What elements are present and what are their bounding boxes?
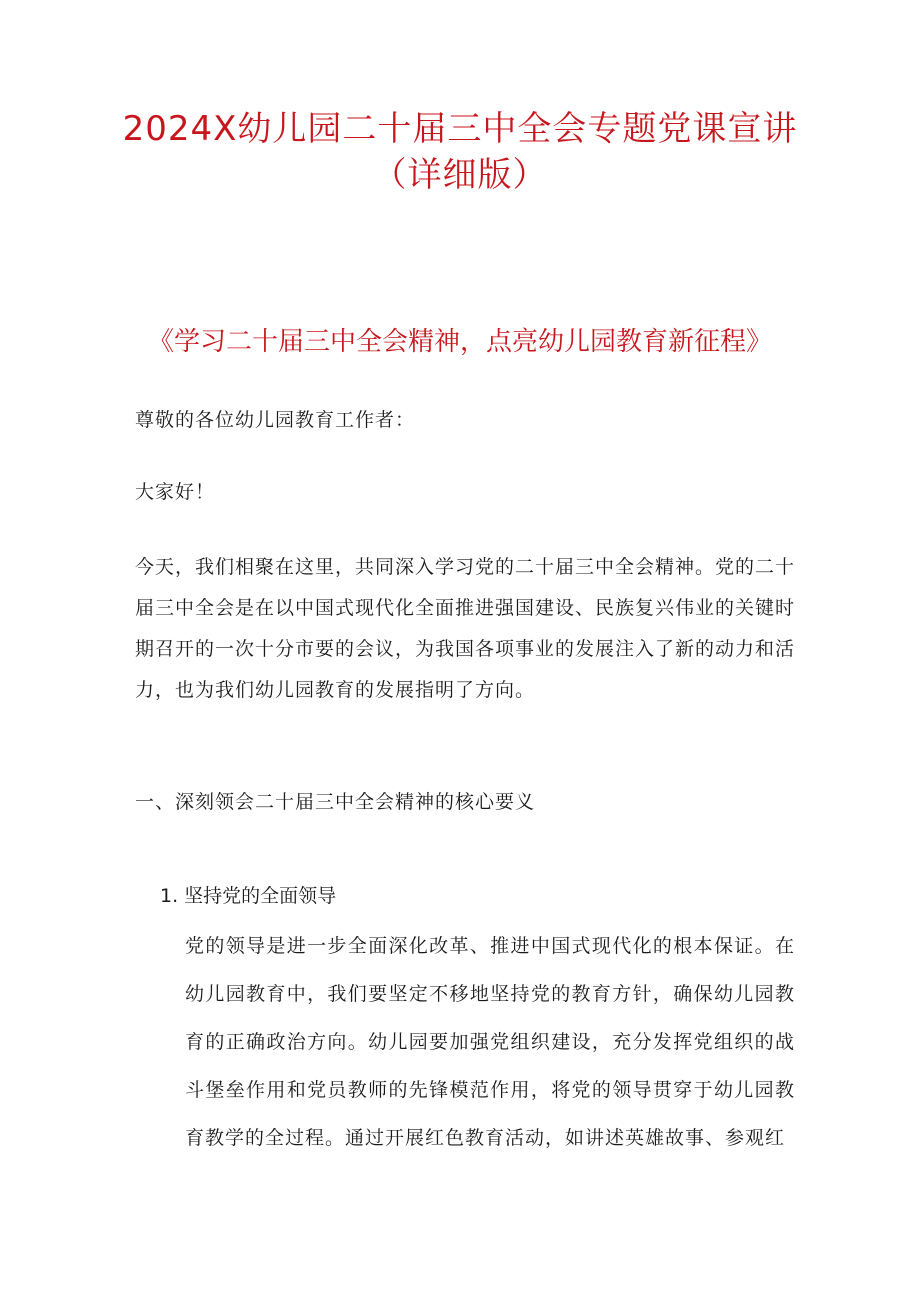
intro-paragraph: 今天，我们相聚在这里，共同深入学习党的二十届三中全会精神。党的二十届三中全会是在以中国式现代化全面推进强国建设、民族复兴伟业的关键时期召开的一次十分市要的会议，为我国各项事业的发展注入了新的动力和活力，也为我们幼儿园教育的发展指明了方向。 xyxy=(135,556,796,701)
item1-number: 1. xyxy=(160,885,179,907)
section1-heading: 一、深刻领会二十届三中全会精神的核心要义 xyxy=(135,791,536,813)
document-subtitle: 《学习二十届三中全会精神，点亮幼儿园教育新征程》 xyxy=(147,327,772,357)
document-title-line2: （详细版） xyxy=(372,155,548,195)
hello-paragraph: 大家好！ xyxy=(135,481,216,503)
item1-label: 坚持党的全面领导 xyxy=(184,885,337,907)
item1-body-paragraph: 党的领导是进一步全面深化改革、推进中国式现代化的根本保证。在幼儿园教育中，我们要坚定不移地坚持党的教育方针，确保幼儿园教育的正确政治方向。幼儿园要加强党组织建设，充分发挥党组织的战斗堡垒作用和党员教师的先锋模范作用，将党的领导贯穿于幼儿园教育教学的全过程。通过开展红色教育活动，如讲述英雄故事、参观红 xyxy=(185,935,795,1149)
document-title-line1: 2024X幼儿园二十届三中全会专题党课宣讲 xyxy=(122,109,798,149)
greeting-paragraph: 尊敬的各位幼儿园教育工作者： xyxy=(135,409,416,431)
item1-heading xyxy=(160,876,336,917)
